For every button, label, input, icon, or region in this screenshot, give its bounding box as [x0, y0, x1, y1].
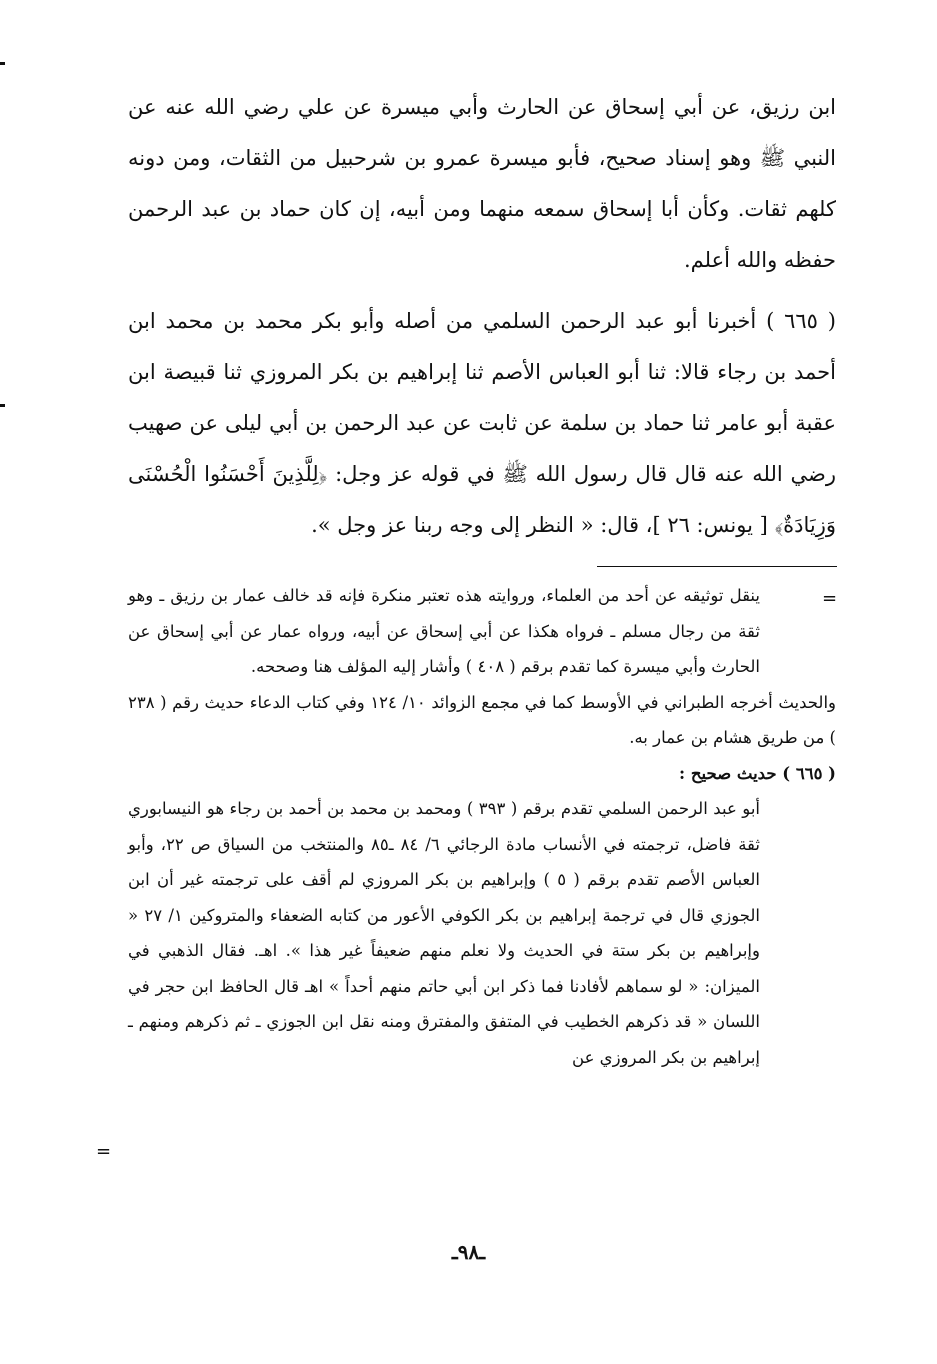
scan-edge-mark-top: [0, 62, 5, 65]
footnote-end-marker: =: [96, 1141, 112, 1162]
main-text: [128, 82, 836, 551]
footnote-continuation-marker: =: [822, 588, 838, 609]
footnote-divider: [597, 566, 837, 567]
scan-edge-mark-middle: [0, 404, 5, 407]
footnote-item: والحديث أخرجه الطبراني في الأوسط كما في مجمع الزوائد ١٠/ ١٢٤ وفي كتاب الدعاء حديث رقم ( ٢٣٨ ) من طريق هشام بن عمار به.: [128, 692, 837, 747]
footnotes: [128, 578, 836, 1075]
page-number: ـ٩٨ـ: [451, 1240, 486, 1264]
footnote-item: ينقل توثيقه عن أحد من العلماء، وروايته هذه تعتبر منكرة فإنه قد خالف عمار بن رزيق ـ وهو ثقة من رجال مسلم ـ فرواه هكذا عن أبي إسحاق عن أبيه، ورواه عمار عن أبي إسحاق عن الحارث وأبي ميسرة كما تقدم برقم ( ٤٠٨ ) وأشار إليه المؤلف هنا وصححه.: [128, 586, 760, 676]
footnote-body: أبو عبد الرحمن السلمي تقدم برقم ( ٣٩٣ ) ومحمد بن محمد بن أحمد بن رجاء هو النيسابوري ثقة فاضل، ترجمته في الأنساب مادة الرجائي ٦/ ٨٤ ـ٨٥ والمنتخب من السياق ص ٢٢، وأبو العباس الأصم تقدم برقم ( ٥ ) وإبراهيم بن بكر المروزي لم أقف على ترجمته غير أن ابن الجوزي قال في ترجمة إبراهيم بن بكر الكوفي الأعور من كتابه الضعفاء والمتروكين ١/ ٢٧ « وإبراهيم بن بكر ستة في الحديث ولا نعلم منهم ضعيفاً غير هذا ». اهـ. فقال الذهبي في الميزان: « لو سماهم لأفادنا فما ذكر ابن أبي حاتم منهم أحداً » اهـ قال الحافظ ابن حجر في اللسان « قد ذكرهم الخطيب في المتفق والمفترق ومنه نقل ابن الجوزي ـ ثم ذكرهم ومنهم ـ إبراهيم بن بكر المروزي عن: [128, 799, 761, 1067]
hadith-paragraph: ( ٦٦٥ ) أخبرنا أبو عبد الرحمن السلمي من أصله وأبو بكر محمد بن محمد ابن أحمد بن رجاء قالا: ثنا أبو العباس الأصم ثنا إبراهيم بن بكر المروزي ثنا قبيصة ابن عقبة أبو عامر ثنا حماد بن سلمة عن ثابت عن عبد الرحمن بن أبي ليلى عن صهيب رضي الله عنه قال قال رسول الله ﷺ في قوله عز وجل: ﴿لِلَّذِينَ أَحْسَنُوا الْحُسْنَى وَزِيَادَةٌ﴾ [ يونس: ٢٦ ]، قال: « النظر إلى وجه ربنا عز وجل ».: [128, 309, 837, 537]
main-paragraph: ابن رزيق، عن أبي إسحاق عن الحارث وأبي ميسرة عن علي رضي الله عنه عن النبي ﷺ وهو إسناد صحيح، فأبو ميسرة عمرو بن شرحبيل من الثقات، ومن دونه كلهم ثقات. وكأن أبا إسحاق سمعه منهما ومن أبيه، إن كان حماد بن عبد الرحمن حفظه والله أعلم.: [128, 95, 836, 272]
footnote-heading: ( ٦٦٥ ) حديث صحيح :: [679, 763, 836, 783]
